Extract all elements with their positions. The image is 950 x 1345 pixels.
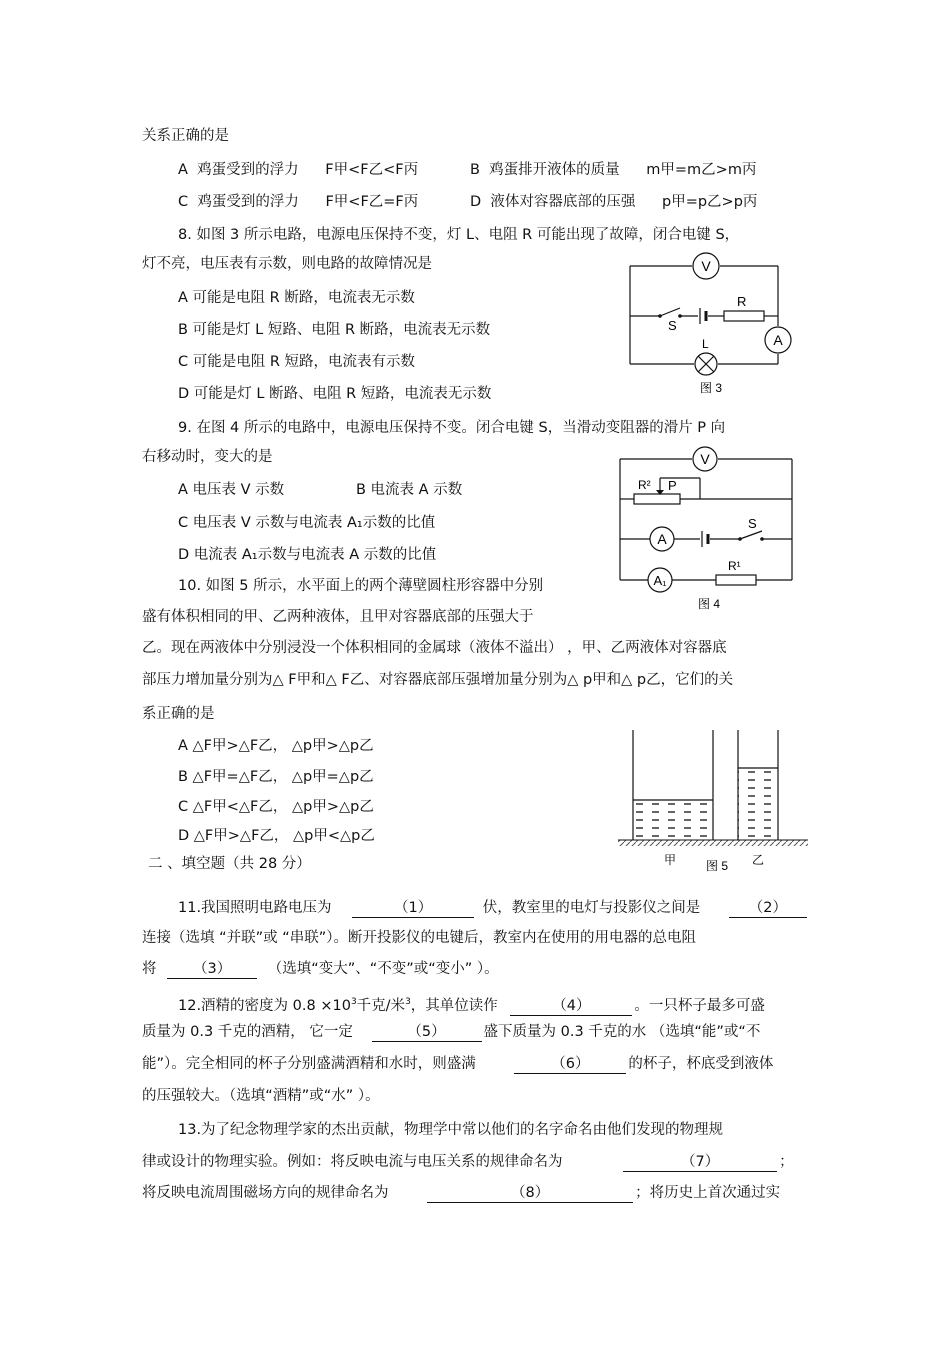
figure4-caption: 图 4 — [698, 597, 721, 611]
q13-line2 — [142, 1152, 794, 1172]
q9-option-c: C 电压表 V 示数与电流表 A₁示数的比值 — [178, 515, 436, 531]
blank-1: （1） — [352, 899, 474, 918]
q10-option-d: D △F甲>△F乙， △p甲<△p乙 — [178, 828, 375, 844]
q12-line4: 的压强较大。（选填“酒精”或“水” ）。 — [142, 1088, 380, 1104]
q12-line2 — [142, 1022, 760, 1042]
q9-line1: 9. 在图 4 所示的电路中，电源电压保持不变。闭合电键 S，当滑动变阻器的滑片 P 向 — [178, 420, 726, 436]
resistor1-icon — [716, 575, 756, 585]
figure4-circuit — [612, 444, 800, 616]
q12-text: 能”）。完全相同的杯子分别盛满酒精和水时，则盛满 — [142, 1056, 476, 1072]
q13-line3 — [142, 1183, 780, 1203]
q10-line4: 部压力增加量分别为△ F甲和△ F乙、对容器底部压强增加量分别为△ p甲和△ p乙，它们的关 — [142, 672, 734, 688]
q12-text: 盛下质量为 0.3 千克的水 （选填“能”或“不 — [483, 1024, 761, 1040]
q7-option-b — [470, 160, 756, 180]
ammeter1-label: A₁ — [653, 573, 667, 588]
q9-option-d: D 电流表 A₁示数与电流表 A 示数的比值 — [178, 547, 437, 563]
switch-label: S — [748, 516, 757, 531]
option-formula: p甲=p乙>p丙 — [662, 194, 758, 210]
option-text: 鸡蛋受到的浮力 — [197, 162, 299, 178]
q11-text: 将 — [142, 961, 157, 977]
blank-5: （5） — [372, 1023, 482, 1042]
voltmeter-label: V — [701, 258, 711, 274]
q11-text: （选填“变大”、“不变”或“变小” ）。 — [267, 961, 499, 977]
q11-text: 11.我国照明电路电压为 — [178, 900, 332, 916]
q12-text: ，其单位读作 — [410, 998, 498, 1014]
q7-option-d — [470, 192, 757, 212]
blank-2: （2） — [729, 899, 807, 918]
label-yi: 乙 — [752, 853, 765, 867]
option-text: 鸡蛋排开液体的质量 — [489, 162, 620, 178]
blank-6: （6） — [514, 1055, 626, 1074]
q9-line2: 右移动时，变大的是 — [142, 449, 273, 465]
label-jia: 甲 — [664, 853, 677, 867]
q10-line2: 盛有体积相同的甲、乙两种液体，且甲对容器底部的压强大于 — [142, 609, 534, 625]
q13-text: 律或设计的物理实验。例如：将反映电流与电压关系的规律命名为 — [142, 1154, 563, 1170]
resistor1-label: R¹ — [728, 559, 741, 573]
option-formula: F甲<F乙<F丙 — [325, 162, 419, 178]
voltmeter-label: V — [700, 451, 710, 467]
q13-text: ；将历史上首次通过实 — [635, 1185, 781, 1201]
figure5-caption: 图 5 — [706, 859, 729, 873]
figure3-caption: 图 3 — [700, 381, 723, 395]
q13-text: 将反映电流周围磁场方向的规律命名为 — [142, 1185, 389, 1201]
q7-option-a — [178, 160, 418, 180]
q8-line1: 8. 如图 3 所示电路，电源电压保持不变，灯 L、电阻 R 可能出现了故障，闭合电键 S， — [178, 227, 740, 243]
blank-4: （4） — [510, 997, 632, 1016]
lamp-label: L — [702, 337, 709, 351]
q12-line3 — [142, 1054, 773, 1074]
option-letter: D — [470, 194, 482, 210]
container-yi — [738, 730, 778, 840]
q10-line3: 乙。现在两液体中分别浸没一个体积相同的金属球（液体不溢出） ，甲、乙两液体对容器底 — [142, 640, 727, 656]
option-text: 液体对容器底部的压强 — [490, 194, 636, 210]
q10-line1: 10. 如图 5 所示，水平面上的两个薄壁圆柱形容器中分别 — [178, 578, 544, 594]
rheostat-icon — [634, 494, 680, 504]
option-formula: F甲<F乙=F丙 — [325, 194, 419, 210]
q10-option-b: B △F甲=△F乙， △p甲=△p乙 — [178, 769, 374, 785]
q7-option-c — [178, 192, 418, 212]
exponent: 3 — [405, 997, 411, 1007]
q9-option-a: A 电压表 V 示数 — [178, 482, 285, 498]
q7-stem-tail: 关系正确的是 — [142, 128, 229, 144]
q12-text: 质量为 0.3 千克的酒精， 它一定 — [142, 1024, 353, 1040]
rheostat-label: R² — [638, 478, 651, 492]
q10-option-c: C △F甲<△F乙， △p甲>△p乙 — [178, 799, 374, 815]
q12-text: 的杯子，杯底受到液体 — [628, 1056, 774, 1072]
blank-3: （3） — [167, 960, 257, 979]
slider-label: P — [668, 478, 677, 493]
q8-option-a: A 可能是电阻 R 断路，电流表无示数 — [178, 290, 415, 306]
q8-option-b: B 可能是灯 L 短路、电阻 R 断路，电流表无示数 — [178, 322, 491, 338]
q8-line2: 灯不亮，电压表有示数，则电路的故障情况是 — [142, 256, 432, 272]
option-text: 鸡蛋受到的浮力 — [197, 194, 299, 210]
q8-option-c: C 可能是电阻 R 短路，电流表有示数 — [178, 354, 416, 370]
q8-option-d: D 可能是灯 L 断路、电阻 R 短路，电流表无示数 — [178, 386, 492, 402]
ammeter-label: A — [657, 531, 667, 547]
q12-text: 。一只杯子最多可盛 — [634, 998, 765, 1014]
q11-line3 — [142, 959, 499, 979]
figure5-containers — [618, 728, 810, 878]
option-formula: m甲=m乙>m丙 — [646, 162, 757, 178]
section2-title: 二 、填空题（共 28 分） — [148, 856, 311, 872]
lamp-icon — [695, 353, 717, 375]
q12-text: 12.酒精的密度为 0.8 ×10 — [178, 998, 351, 1014]
q9-option-b: B 电流表 A 示数 — [356, 482, 463, 498]
container-jia — [633, 730, 713, 840]
q10-option-a: A △F甲>△F乙， △p甲>△p乙 — [178, 738, 374, 754]
q11-line1 — [178, 898, 807, 918]
switch-label: S — [668, 318, 677, 333]
figure3-circuit — [620, 250, 800, 400]
q11-line2: 连接（选填 “并联”或 “串联”）。断开投影仪的电键后，教室内在使用的用电器的总电阻 — [142, 930, 697, 946]
q10-line5: 系正确的是 — [142, 706, 215, 722]
resistor-label: R — [737, 294, 747, 309]
resistor-icon — [724, 311, 764, 321]
option-letter: A — [178, 162, 188, 178]
option-letter: B — [470, 162, 480, 178]
q12-line1 — [178, 992, 765, 1016]
q12-text: 千克/米 — [356, 998, 406, 1014]
ammeter-label: A — [773, 332, 783, 348]
q13-text: ； — [779, 1154, 794, 1170]
blank-8: （8） — [427, 1184, 633, 1203]
exponent: 3 — [350, 997, 357, 1007]
ground — [618, 840, 808, 846]
blank-7: （7） — [623, 1153, 777, 1172]
q11-text: 伏，教室里的电灯与投影仪之间是 — [482, 900, 701, 916]
option-letter: C — [178, 194, 189, 210]
q13-line1: 13.为了纪念物理学家的杰出贡献，物理学中常以他们的名字命名由他们发现的物理规 — [178, 1122, 724, 1138]
